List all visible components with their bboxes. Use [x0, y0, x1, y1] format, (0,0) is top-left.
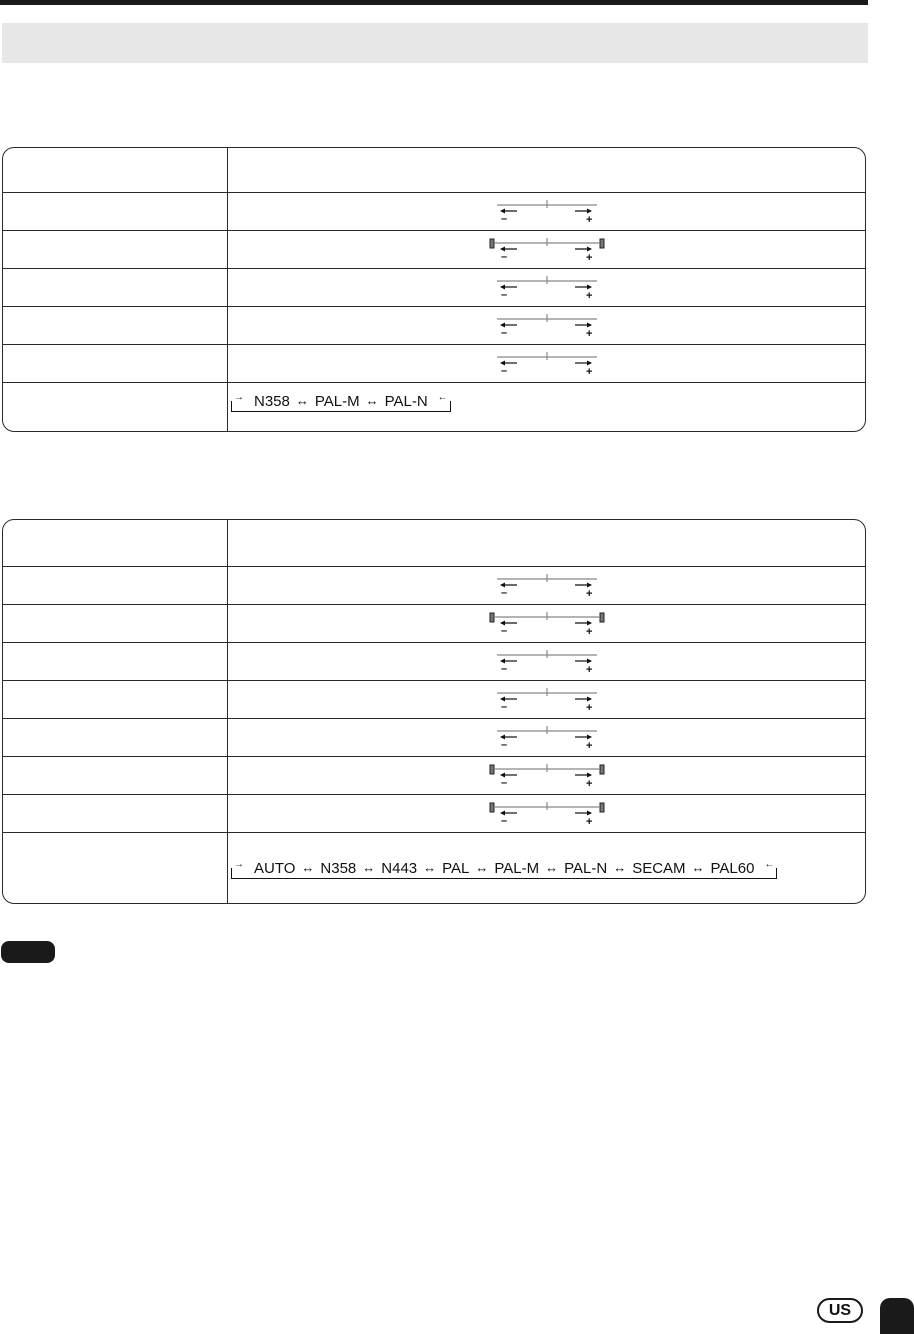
- table-row: [3, 794, 865, 832]
- cycle-start-arrow: →: [234, 858, 244, 870]
- system-option: AUTO: [254, 859, 296, 877]
- row-scale-cell: [228, 193, 865, 230]
- cycle-loop-bottom: [231, 411, 451, 412]
- system-label-cell: [3, 833, 228, 903]
- cycle-arrow: ↔: [365, 392, 379, 408]
- adjustment-scale: [489, 763, 605, 789]
- system-option: N358: [254, 392, 290, 410]
- plus-label: +: [585, 213, 592, 225]
- adjustment-scale: [489, 611, 605, 637]
- section-title-bar: [2, 23, 868, 63]
- plus-label: +: [585, 777, 592, 789]
- row-label-cell: [3, 681, 228, 718]
- plus-label: +: [585, 327, 592, 339]
- cycle-arrow: ↔: [475, 859, 489, 875]
- scale-end-marker-left: [490, 803, 494, 812]
- cycle-end-arrow: ←: [764, 858, 775, 870]
- plus-label: +: [585, 625, 592, 637]
- minus-label: –: [500, 624, 507, 637]
- scale-end-marker-left: [490, 765, 494, 774]
- system-option: N443: [381, 859, 418, 877]
- minus-label: –: [500, 326, 507, 339]
- system-option: PAL: [442, 859, 470, 877]
- cycle-loop-bottom: [231, 878, 777, 879]
- cycle-arrow: ↔: [545, 859, 559, 875]
- minus-label: –: [500, 814, 507, 827]
- table-row: [3, 344, 865, 382]
- table-row: [3, 604, 865, 642]
- header-cell-setting: [228, 520, 865, 566]
- system-option: PAL-M: [494, 859, 540, 877]
- table-header-row: [3, 148, 865, 192]
- header-cell-item: [3, 520, 228, 566]
- increase-arrow-head: [587, 360, 592, 365]
- table-row: [3, 192, 865, 230]
- adjustment-scale: [489, 275, 605, 301]
- cycle-arrow: ↔: [295, 392, 309, 408]
- plus-label: +: [585, 365, 592, 377]
- increase-arrow-head: [587, 246, 592, 251]
- plus-label: +: [585, 587, 592, 599]
- row-scale-cell: [228, 643, 865, 680]
- adjustment-scale: [489, 649, 605, 675]
- row-label-cell: [3, 307, 228, 344]
- system-cycle: [234, 858, 775, 877]
- scale-end-marker-left: [490, 613, 494, 622]
- adjustment-scale: [489, 351, 605, 377]
- system-option: PAL60: [710, 859, 755, 877]
- settings-table-1: [2, 147, 866, 432]
- minus-label: –: [500, 364, 507, 377]
- scale-end-marker-right: [600, 803, 604, 812]
- row-scale-cell: [228, 269, 865, 306]
- row-scale-cell: [228, 605, 865, 642]
- row-label-cell: [3, 345, 228, 382]
- increase-arrow-head: [587, 284, 592, 289]
- row-label-cell: [3, 757, 228, 794]
- row-label-cell: [3, 643, 228, 680]
- minus-label: –: [500, 662, 507, 675]
- minus-label: –: [500, 250, 507, 263]
- system-row: [3, 832, 865, 903]
- row-label-cell: [3, 193, 228, 230]
- top-rule: [0, 0, 868, 5]
- table-header-row: [3, 520, 865, 566]
- cycle-arrow: ↔: [691, 859, 705, 875]
- adjustment-scale: [489, 199, 605, 225]
- scale-end-marker-right: [600, 613, 604, 622]
- minus-label: –: [500, 700, 507, 713]
- row-label-cell: [3, 567, 228, 604]
- header-cell-item: [3, 148, 228, 192]
- system-cycle-cell: [228, 383, 865, 431]
- adjustment-scale: [489, 725, 605, 751]
- system-row: [3, 382, 865, 431]
- cycle-end-arrow: ←: [437, 391, 448, 403]
- increase-arrow-head: [587, 208, 592, 213]
- minus-label: –: [500, 586, 507, 599]
- system-option: N358: [320, 859, 357, 877]
- system-label-cell: [3, 383, 228, 431]
- cycle-arrow: ↔: [301, 859, 315, 875]
- plus-label: +: [585, 701, 592, 713]
- row-scale-cell: [228, 719, 865, 756]
- row-scale-cell: [228, 231, 865, 268]
- page-number-tab: [880, 1298, 914, 1334]
- cycle-arrow: ↔: [423, 859, 437, 875]
- row-label-cell: [3, 231, 228, 268]
- table-row: [3, 718, 865, 756]
- scale-end-marker-right: [600, 239, 604, 248]
- plus-label: +: [585, 739, 592, 751]
- table-row: [3, 642, 865, 680]
- increase-arrow-head: [587, 772, 592, 777]
- note-badge: [1, 941, 55, 963]
- table-row: [3, 268, 865, 306]
- cycle-arrow: ↔: [362, 859, 376, 875]
- adjustment-scale: [489, 313, 605, 339]
- row-label-cell: [3, 269, 228, 306]
- adjustment-scale: [489, 801, 605, 827]
- plus-label: +: [585, 251, 592, 263]
- minus-label: –: [500, 212, 507, 225]
- row-scale-cell: [228, 567, 865, 604]
- table-row: [3, 756, 865, 794]
- adjustment-scale: [489, 237, 605, 263]
- table-row: [3, 680, 865, 718]
- header-cell-setting: [228, 148, 865, 192]
- cycle-arrow: ↔: [613, 859, 627, 875]
- row-scale-cell: [228, 345, 865, 382]
- system-cycle: [234, 391, 448, 410]
- row-scale-cell: [228, 307, 865, 344]
- plus-label: +: [585, 815, 592, 827]
- system-option: PAL-N: [564, 859, 608, 877]
- row-label-cell: [3, 719, 228, 756]
- settings-table-2: [2, 519, 866, 904]
- minus-label: –: [500, 738, 507, 751]
- row-label-cell: [3, 605, 228, 642]
- increase-arrow-head: [587, 696, 592, 701]
- table-row: [3, 230, 865, 268]
- adjustment-scale: [489, 687, 605, 713]
- scale-end-marker-left: [490, 239, 494, 248]
- system-cycle-cell: [228, 833, 865, 903]
- minus-label: –: [500, 776, 507, 789]
- table-row: [3, 306, 865, 344]
- system-option: PAL-M: [314, 392, 360, 410]
- system-option: PAL-N: [384, 392, 428, 410]
- row-label-cell: [3, 795, 228, 832]
- increase-arrow-head: [587, 734, 592, 739]
- row-scale-cell: [228, 681, 865, 718]
- region-badge: US: [817, 1298, 863, 1323]
- row-scale-cell: [228, 757, 865, 794]
- increase-arrow-head: [587, 620, 592, 625]
- plus-label: +: [585, 663, 592, 675]
- plus-label: +: [585, 289, 592, 301]
- increase-arrow-head: [587, 322, 592, 327]
- scale-end-marker-right: [600, 765, 604, 774]
- increase-arrow-head: [587, 658, 592, 663]
- increase-arrow-head: [587, 582, 592, 587]
- system-option: SECAM: [632, 859, 686, 877]
- increase-arrow-head: [587, 810, 592, 815]
- row-scale-cell: [228, 795, 865, 832]
- cycle-start-arrow: →: [234, 391, 244, 403]
- minus-label: –: [500, 288, 507, 301]
- table-row: [3, 566, 865, 604]
- adjustment-scale: [489, 573, 605, 599]
